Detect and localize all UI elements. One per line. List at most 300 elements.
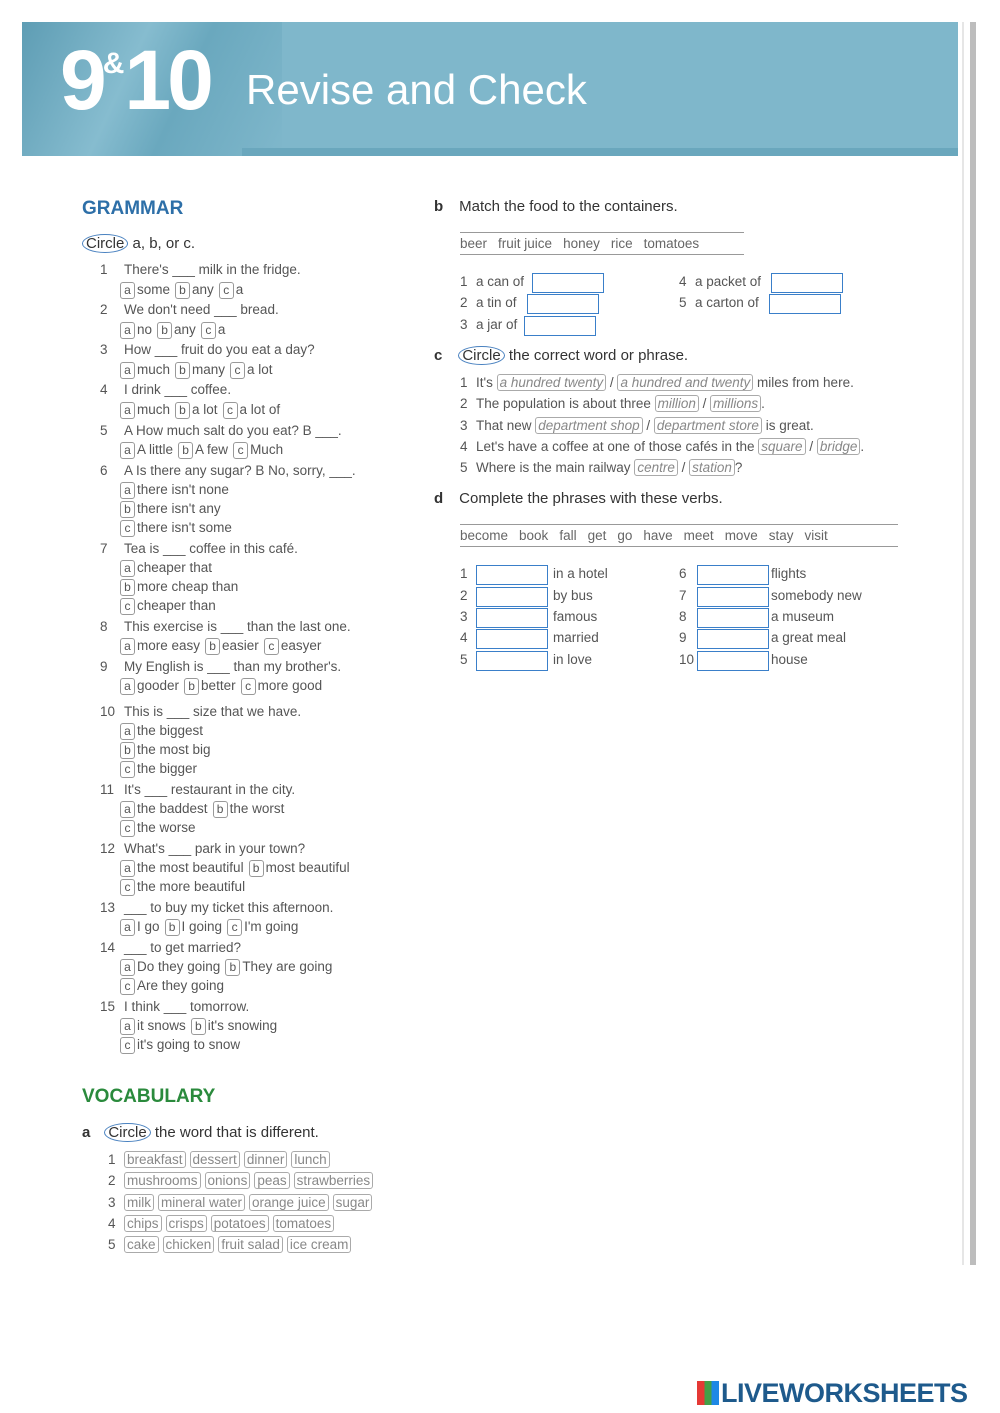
word-choice[interactable]: dessert [190, 1151, 240, 1168]
options-row [120, 402, 285, 419]
sentence-end: miles from here. [753, 375, 854, 390]
option-letter[interactable]: a [120, 362, 135, 379]
options-row [120, 442, 288, 459]
answer-option[interactable] [120, 678, 179, 695]
option-text: I go [137, 919, 160, 934]
phrase-choice[interactable]: department shop [535, 417, 642, 434]
question-line [100, 659, 341, 674]
word-box-item: meet [683, 528, 714, 543]
word-choice[interactable]: tomatoes [273, 1215, 335, 1232]
phrase-choice[interactable]: bridge [817, 438, 861, 455]
option-text: Much [250, 442, 284, 457]
option-letter[interactable]: c [120, 598, 135, 615]
word-choice[interactable]: cake [124, 1236, 159, 1253]
vocab-c-row [460, 459, 742, 476]
word-choice[interactable]: mushrooms [124, 1172, 201, 1189]
answer-option[interactable] [120, 1018, 186, 1035]
item-number: 7 [679, 588, 687, 603]
answer-option[interactable] [120, 482, 229, 499]
choice-separator: / [698, 396, 711, 411]
question-number: 5 [100, 423, 108, 438]
answer-input[interactable] [476, 608, 548, 628]
option-letter[interactable]: b [120, 742, 135, 759]
item-number: 1 [460, 274, 468, 289]
question-line [100, 841, 305, 856]
option-letter[interactable]: c [120, 520, 135, 537]
word-box-b [460, 232, 744, 255]
option-letter[interactable]: b [165, 919, 180, 936]
question-number: 6 [100, 463, 108, 478]
answer-option[interactable] [241, 678, 323, 695]
answer-input[interactable] [532, 273, 604, 293]
vocab-b-instruction: b Match the food to the containers. [434, 198, 678, 215]
phrase-choice[interactable]: centre [634, 459, 678, 476]
item-number: 1 [460, 566, 468, 581]
item-number: 10 [679, 652, 695, 667]
option-text: better [201, 678, 236, 693]
answer-option[interactable] [201, 322, 226, 339]
answer-option[interactable] [225, 959, 332, 976]
phrase-choice[interactable]: a hundred twenty [497, 374, 607, 391]
phrase-choice[interactable]: square [758, 438, 805, 455]
option-text: it's snowing [207, 1018, 278, 1033]
option-text: the worse [137, 820, 196, 835]
row-number: 5 [460, 460, 468, 475]
option-letter[interactable]: c [241, 678, 256, 695]
answer-option[interactable] [120, 742, 211, 759]
vocab-a-instruction: a Circle the word that is different. [82, 1124, 319, 1141]
option-letter[interactable]: c [230, 362, 245, 379]
item-number: 4 [460, 630, 468, 645]
phrase-text: famous [553, 609, 598, 624]
item-number: 9 [679, 630, 687, 645]
answer-option[interactable] [120, 638, 200, 655]
word-box-item: rice [610, 236, 633, 251]
choice-separator: / [677, 460, 690, 475]
option-text: a [217, 322, 226, 337]
option-letter[interactable]: c [120, 1037, 135, 1054]
option-text: Do they going [137, 959, 221, 974]
phrase-choice[interactable]: department store [654, 417, 762, 434]
answer-input[interactable] [771, 273, 843, 293]
question-number: 4 [100, 382, 108, 397]
answer-input[interactable] [697, 629, 769, 649]
answer-option[interactable] [178, 442, 228, 459]
answer-option[interactable] [120, 442, 173, 459]
question-number: 12 [100, 841, 116, 856]
word-choice[interactable]: chicken [163, 1236, 215, 1253]
option-text: more good [257, 678, 323, 693]
option-text: A few [195, 442, 229, 457]
option-text: A little [137, 442, 174, 457]
phrase-text: flights [771, 566, 807, 581]
choice-separator: / [642, 418, 654, 433]
option-letter[interactable]: a [120, 801, 135, 818]
option-letter[interactable]: a [120, 919, 135, 936]
answer-option[interactable] [120, 579, 238, 596]
question-number: 13 [100, 900, 116, 915]
answer-option[interactable] [120, 919, 160, 936]
item-number: 2 [460, 295, 468, 310]
options-row [120, 322, 230, 339]
question-text: Tea is ___ coffee in this café. [124, 541, 298, 556]
options-row [120, 742, 216, 759]
answer-option[interactable] [120, 801, 208, 818]
vocab-a-row [108, 1236, 355, 1253]
sentence-end: . [860, 439, 865, 454]
option-letter[interactable]: a [120, 723, 135, 740]
answer-option[interactable] [120, 282, 170, 299]
item-label: a packet of [695, 274, 762, 289]
option-letter[interactable]: c [219, 282, 234, 299]
options-row [120, 1018, 282, 1035]
answer-option[interactable] [184, 678, 236, 695]
word-choice[interactable]: strawberries [294, 1172, 374, 1189]
option-text: easyer [280, 638, 322, 653]
row-number: 4 [108, 1216, 116, 1231]
word-choice[interactable]: fruit salad [218, 1236, 283, 1253]
answer-option[interactable] [120, 761, 197, 778]
circle-word: Circle [82, 234, 128, 253]
option-letter[interactable]: c [201, 322, 216, 339]
container-item [679, 274, 761, 289]
option-text: there isn't any [137, 501, 221, 516]
vocab-c-row [460, 374, 854, 391]
container-item [460, 274, 524, 289]
answer-input[interactable] [527, 294, 599, 314]
option-letter[interactable]: c [120, 978, 135, 995]
page-edge-inner [962, 22, 964, 1265]
row-number: 1 [460, 375, 468, 390]
option-letter[interactable]: a [120, 442, 135, 459]
logo-mark-icon [697, 1381, 719, 1405]
container-item [460, 295, 517, 310]
question-text: We don't need ___ bread. [124, 302, 279, 317]
option-letter[interactable]: b [120, 579, 135, 596]
option-text: the most beautiful [137, 860, 244, 875]
item-number: 5 [460, 652, 468, 667]
word-choice[interactable]: peas [254, 1172, 289, 1189]
banner-bottom-line [242, 148, 958, 156]
question-text: How ___ fruit do you eat a day? [124, 342, 315, 357]
answer-option[interactable] [120, 860, 244, 877]
option-letter[interactable]: b [225, 959, 240, 976]
answer-option[interactable] [120, 560, 212, 577]
options-row [120, 560, 217, 577]
item-number: 5 [679, 295, 687, 310]
option-letter[interactable]: a [120, 959, 135, 976]
options-row [120, 482, 234, 499]
option-letter[interactable]: c [264, 638, 279, 655]
option-letter[interactable]: a [120, 860, 135, 877]
options-row [120, 520, 237, 537]
answer-input[interactable] [697, 608, 769, 628]
vocabulary-heading: VOCABULARY [82, 1086, 216, 1107]
answer-option[interactable] [120, 723, 203, 740]
option-letter[interactable]: a [120, 282, 135, 299]
options-row [120, 978, 229, 995]
word-choice[interactable]: chips [124, 1215, 162, 1232]
option-text: there isn't some [137, 520, 232, 535]
option-text: most beautiful [265, 860, 350, 875]
item-number: 8 [679, 609, 687, 624]
sentence-end: ? [734, 460, 743, 475]
word-choice[interactable]: onions [205, 1172, 251, 1189]
phrase-text: house [771, 652, 808, 667]
option-text: the bigger [137, 761, 198, 776]
question-line [100, 302, 279, 317]
answer-input[interactable] [476, 565, 548, 585]
answer-option[interactable] [175, 282, 214, 299]
vocab-c-row [460, 395, 765, 412]
answer-option[interactable] [120, 520, 232, 537]
option-letter[interactable]: a [120, 560, 135, 577]
item-label: a carton of [695, 295, 759, 310]
question-number: 8 [100, 619, 108, 634]
row-number: 3 [460, 418, 468, 433]
question-line [100, 900, 333, 915]
option-text: it's going to snow [137, 1037, 241, 1052]
option-text: a lot [247, 362, 273, 377]
question-line [100, 423, 342, 438]
vocab-a-row [108, 1215, 338, 1232]
word-choice[interactable]: milk [124, 1194, 154, 1211]
vocab-a-row [108, 1172, 377, 1189]
vocab-c-row [460, 438, 864, 455]
question-text: This exercise is ___ than the last one. [124, 619, 351, 634]
answer-option[interactable] [120, 879, 245, 896]
question-line [100, 463, 356, 478]
options-row [120, 579, 243, 596]
phrase-choice[interactable]: millions [710, 395, 761, 412]
answer-option[interactable] [120, 959, 220, 976]
row-number: 1 [108, 1152, 116, 1167]
word-box-item: tomatoes [643, 236, 700, 251]
phrase-choice[interactable]: a hundred and twenty [617, 374, 753, 391]
option-text: any [174, 322, 196, 337]
word-choice[interactable]: sugar [333, 1194, 373, 1211]
sentence-end: . [761, 396, 765, 411]
options-row [120, 598, 221, 615]
option-text: cheaper that [137, 560, 213, 575]
word-box-item: have [643, 528, 673, 543]
item-label: a can of [476, 274, 525, 289]
option-letter[interactable]: c [120, 879, 135, 896]
answer-option[interactable] [223, 402, 281, 419]
word-box-item: fall [559, 528, 577, 543]
option-letter[interactable]: c [233, 442, 248, 459]
choice-separator: / [805, 439, 817, 454]
answer-option[interactable] [120, 598, 216, 615]
option-text: Are they going [137, 978, 225, 993]
option-letter[interactable]: c [223, 402, 238, 419]
option-letter[interactable]: b [249, 860, 264, 877]
question-number: 15 [100, 999, 116, 1014]
answer-option[interactable] [227, 919, 298, 936]
answer-option[interactable] [213, 801, 285, 818]
option-letter[interactable]: c [120, 761, 135, 778]
answer-input[interactable] [476, 587, 548, 607]
phrase-text: somebody new [771, 588, 862, 603]
answer-input[interactable] [524, 316, 596, 336]
grammar-heading: GRAMMAR [82, 198, 184, 219]
option-text: a lot of [239, 402, 281, 417]
word-box-item: go [617, 528, 633, 543]
option-text: it snows [137, 1018, 186, 1033]
options-row [120, 820, 201, 837]
answer-option[interactable] [120, 820, 196, 837]
vocab-c-row [460, 417, 814, 434]
option-letter[interactable]: b [120, 501, 135, 518]
option-text: gooder [137, 678, 180, 693]
options-row [120, 723, 208, 740]
options-row [120, 761, 202, 778]
question-line [100, 940, 241, 955]
option-text: the most big [137, 742, 211, 757]
answer-option[interactable] [120, 362, 170, 379]
option-letter[interactable]: b [213, 801, 228, 818]
option-text: some [137, 282, 171, 297]
answer-option[interactable] [120, 402, 170, 419]
options-row [120, 501, 226, 518]
option-letter[interactable]: b [191, 1018, 206, 1035]
question-text: This is ___ size that we have. [124, 704, 302, 719]
choice-separator: / [606, 375, 618, 390]
answer-option[interactable] [249, 860, 350, 877]
option-letter[interactable]: a [120, 638, 135, 655]
question-line [100, 999, 249, 1014]
circle-word: Circle [104, 1123, 150, 1142]
answer-option[interactable] [175, 402, 218, 419]
question-number: 3 [100, 342, 108, 357]
answer-option[interactable] [175, 362, 225, 379]
option-letter[interactable]: b [184, 678, 199, 695]
word-choice[interactable]: mineral water [158, 1194, 245, 1211]
option-letter[interactable]: a [120, 322, 135, 339]
answer-option[interactable] [264, 638, 322, 655]
answer-option[interactable] [120, 501, 221, 518]
word-choice[interactable]: orange juice [249, 1194, 329, 1211]
phrase-choice[interactable]: million [655, 395, 699, 412]
unit-number: 9&10 [60, 33, 210, 127]
question-number: 14 [100, 940, 116, 955]
answer-input[interactable] [697, 651, 769, 671]
option-letter[interactable]: b [178, 442, 193, 459]
item-number: 4 [679, 274, 687, 289]
word-box-item: stay [768, 528, 794, 543]
word-box-d [460, 524, 898, 547]
option-letter[interactable]: a [120, 402, 135, 419]
phrase-choice[interactable]: station [689, 459, 735, 476]
word-choice[interactable]: breakfast [124, 1151, 186, 1168]
row-number: 3 [108, 1195, 116, 1210]
question-number: 7 [100, 541, 108, 556]
phrase-text: by bus [553, 588, 593, 603]
question-number: 1 [100, 262, 108, 277]
answer-option[interactable] [120, 322, 152, 339]
question-text: I think ___ tomorrow. [124, 999, 250, 1014]
answer-input[interactable] [476, 629, 548, 649]
circle-word: Circle [458, 346, 504, 365]
vocab-c-instruction: c Circle the correct word or phrase. [434, 347, 689, 364]
vocab-a-row [108, 1194, 376, 1211]
sentence-end: is great. [761, 418, 814, 433]
question-text: What's ___ park in your town? [124, 841, 306, 856]
options-row [120, 959, 337, 976]
word-choice[interactable]: dinner [244, 1151, 288, 1168]
word-choice[interactable]: lunch [291, 1151, 329, 1168]
word-box-item: move [724, 528, 758, 543]
item-number: 3 [460, 609, 468, 624]
item-label: a jar of [476, 317, 518, 332]
option-letter[interactable]: b [175, 402, 190, 419]
answer-option[interactable] [191, 1018, 277, 1035]
answer-option[interactable] [230, 362, 273, 379]
liveworksheets-logo: LIVEWORKSHEETS [697, 1378, 968, 1409]
option-letter[interactable]: b [175, 282, 190, 299]
answer-option[interactable] [205, 638, 259, 655]
option-text: cheaper than [137, 598, 216, 613]
sentence-start: It's [476, 375, 497, 390]
option-letter[interactable]: c [227, 919, 242, 936]
answer-input[interactable] [476, 651, 548, 671]
vocab-d-instruction: d Complete the phrases with these verbs. [434, 490, 723, 507]
answer-option[interactable] [165, 919, 223, 936]
options-row [120, 638, 326, 655]
item-number: 6 [679, 566, 687, 581]
option-letter[interactable]: c [120, 820, 135, 837]
option-text: there isn't none [137, 482, 229, 497]
question-text: ___ to get married? [124, 940, 242, 955]
question-text: My English is ___ than my brother's. [124, 659, 342, 674]
answer-option[interactable] [233, 442, 283, 459]
option-text: a lot [192, 402, 218, 417]
word-choice[interactable]: ice cream [287, 1236, 352, 1253]
phrase-text: a great meal [771, 630, 847, 645]
word-box-item: become [460, 528, 509, 543]
item-number: 2 [460, 588, 468, 603]
option-letter[interactable]: b [157, 322, 172, 339]
answer-option[interactable] [120, 1037, 240, 1054]
answer-input[interactable] [697, 587, 769, 607]
option-text: the more beautiful [137, 879, 246, 894]
option-letter[interactable]: a [120, 482, 135, 499]
option-text: I'm going [244, 919, 299, 934]
question-line [100, 704, 301, 719]
option-letter[interactable]: b [175, 362, 190, 379]
vocab-a-row [108, 1151, 334, 1168]
option-text: any [192, 282, 214, 297]
question-text: I drink ___ coffee. [124, 382, 232, 397]
word-box-item: honey [563, 236, 600, 251]
question-text: A Is there any sugar? B No, sorry, ___. [124, 463, 356, 478]
answer-input[interactable] [769, 294, 841, 314]
answer-option[interactable] [219, 282, 244, 299]
word-choice[interactable]: crisps [166, 1215, 207, 1232]
option-letter[interactable]: a [120, 678, 135, 695]
question-line [100, 262, 301, 277]
option-letter[interactable]: b [205, 638, 220, 655]
answer-input[interactable] [697, 565, 769, 585]
sentence-start: Let's have a coffee at one of those cafés in the [476, 439, 759, 454]
answer-option[interactable] [120, 978, 224, 995]
option-text: I going [181, 919, 223, 934]
word-choice[interactable]: potatoes [211, 1215, 269, 1232]
options-row [120, 678, 327, 695]
answer-option[interactable] [157, 322, 196, 339]
option-letter[interactable]: a [120, 1018, 135, 1035]
options-row [120, 860, 355, 877]
